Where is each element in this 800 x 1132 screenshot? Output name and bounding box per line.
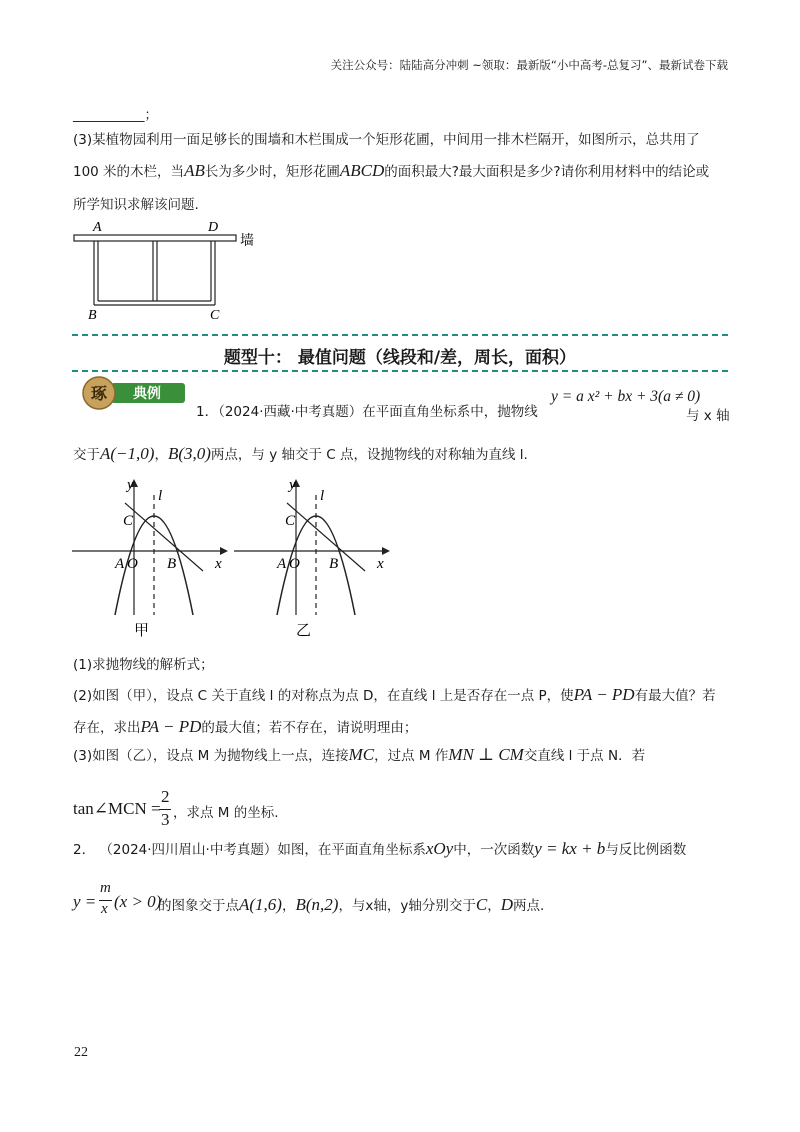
text: (2)如图（甲），设点 C 关于直线 l 的对称点为点 D，在直线 l 上是否存在一点 P，使 [73, 688, 574, 704]
text: 两点，与 y 轴交于 C 点，设抛物线的对称轴为直线 l. [210, 447, 528, 463]
expr-pa-pd: PA − PD [140, 717, 202, 736]
label-b: B [167, 556, 177, 572]
label-b: B [88, 308, 97, 323]
figure-jia [70, 475, 230, 645]
garden-question-line3: 所学知识求解该问题. [73, 197, 199, 213]
figure-yi [232, 475, 392, 645]
problem2-line2 [73, 882, 673, 922]
text: 存在，求出 [73, 720, 141, 736]
section-title: 题型十： 最值问题（线段和/差，周长，面积） [223, 348, 577, 368]
point-d: D [500, 895, 514, 914]
expr-pa-pd: PA − PD [573, 685, 635, 704]
page-number: 22 [74, 1045, 88, 1060]
text: 长为多少时，矩形花圃 [204, 164, 340, 180]
label-y: y [289, 477, 296, 493]
label-l: l [320, 488, 325, 504]
fraction-denominator-x: x [101, 901, 108, 917]
label-y: y [127, 477, 134, 493]
text: 有最大值？若 [634, 688, 716, 704]
text: ，求点 M 的坐标. [173, 805, 279, 821]
label-x: x [377, 556, 384, 572]
problem-source: （2024·西藏·中考真题）在平面直角坐标系中，抛物线 [218, 404, 538, 420]
segment-mc: MC [348, 745, 375, 764]
label-a: A [277, 556, 287, 572]
tan-expression: tan∠MCN = [73, 799, 161, 818]
problem1-q3-line1 [73, 744, 645, 765]
problem1-q2-line1 [73, 684, 716, 705]
problem2-line1 [73, 838, 686, 859]
caption-yi: 乙 [296, 623, 312, 639]
text: 与反比例函数 [605, 842, 687, 858]
garden-figure [60, 215, 280, 325]
label-b: B [329, 556, 339, 572]
text: ， [281, 898, 296, 914]
label-wall: 墙 [240, 234, 254, 249]
badge-tab-text: 典例 [133, 387, 161, 402]
text: ， [154, 447, 168, 463]
label-c: C [210, 308, 220, 323]
text: 交于 [73, 447, 100, 463]
garden-question-line2 [73, 160, 709, 181]
example-badge [79, 376, 189, 410]
text: 的最大值；若不存在，请说明理由； [201, 720, 418, 736]
point-b: B(3,0) [167, 444, 211, 463]
point-c: C [475, 895, 488, 914]
problem1-line1-end: 与 x 轴 [686, 408, 730, 424]
label-a: A [115, 556, 125, 572]
text: 中，一次函数 [453, 842, 535, 858]
point-b: B(n,2) [295, 895, 339, 914]
text: 交直线 l 于点 N．若 [523, 748, 646, 764]
label-a: A [93, 220, 102, 235]
math-ab: AB [184, 161, 205, 180]
label-c: C [123, 513, 134, 529]
label-l: l [158, 488, 163, 504]
linear-function: y = kx + b [534, 839, 606, 858]
text: ， [487, 898, 501, 914]
label-o: O [127, 556, 138, 572]
x-axis-arrow [220, 547, 228, 555]
problem-number: 2． [73, 842, 96, 858]
expr-mn-perp-cm: MN ⊥ CM [448, 745, 524, 764]
problem-number: 1． [196, 404, 219, 420]
garden-question-line1: (3)某植物园利用一面足够长的围墙和木栏围成一个矩形花圃，中间用一排木栏隔开，如图所示，总共用了 [73, 132, 700, 148]
fraction-numerator-m: m [100, 880, 111, 896]
domain-condition: (x > 0) [114, 892, 162, 911]
func-y: y = [73, 892, 97, 911]
badge-seal-text: 琢 [90, 386, 108, 403]
text: ，过点 M 作 [374, 748, 449, 764]
problem1-line1 [196, 400, 538, 420]
line2-text [158, 894, 544, 915]
section-divider-top [72, 334, 728, 336]
wall-rect [74, 235, 236, 241]
label-x: x [215, 556, 222, 572]
caption-jia: 甲 [134, 623, 150, 639]
text: (3)如图（乙），设点 M 为抛物线上一点，连接 [73, 748, 349, 764]
label-c: C [285, 513, 296, 529]
text: 两点. [513, 898, 545, 914]
x-axis-arrow [382, 547, 390, 555]
fraction-numerator: 2 [161, 787, 170, 806]
point-a: A(1,6) [239, 895, 282, 914]
text: 的面积最大?最大面积是多少?请你利用材料中的结论或 [384, 164, 710, 180]
math-abcd: ABCD [339, 161, 385, 180]
parabola-equation: y = a x² + bx + 3(a ≠ 0) [551, 388, 701, 405]
text: ，与x轴，y轴分别交于 [338, 898, 476, 914]
xoy: xOy [425, 839, 454, 858]
answer-blank: ___________； [73, 108, 158, 123]
label-d: D [208, 220, 219, 235]
problem1-line2 [73, 443, 528, 464]
text: 100 米的木栏，当 [73, 164, 185, 180]
label-o: O [289, 556, 300, 572]
fraction-denominator: 3 [161, 810, 170, 829]
problem1-q1: (1)求抛物线的解析式； [73, 657, 214, 673]
problem-source: （2024·四川眉山·中考真题）如图，在平面直角坐标系 [99, 842, 426, 858]
text: 的图象交于点 [158, 898, 239, 914]
point-a: A(−1,0) [100, 444, 155, 463]
page-header: 关注公众号：陆陆高分冲刺 ~领取：最新版“小中高考-总复习”、最新试卷下载 [330, 58, 728, 72]
problem1-q2-line2 [73, 716, 417, 737]
section-divider-bottom [72, 370, 728, 372]
